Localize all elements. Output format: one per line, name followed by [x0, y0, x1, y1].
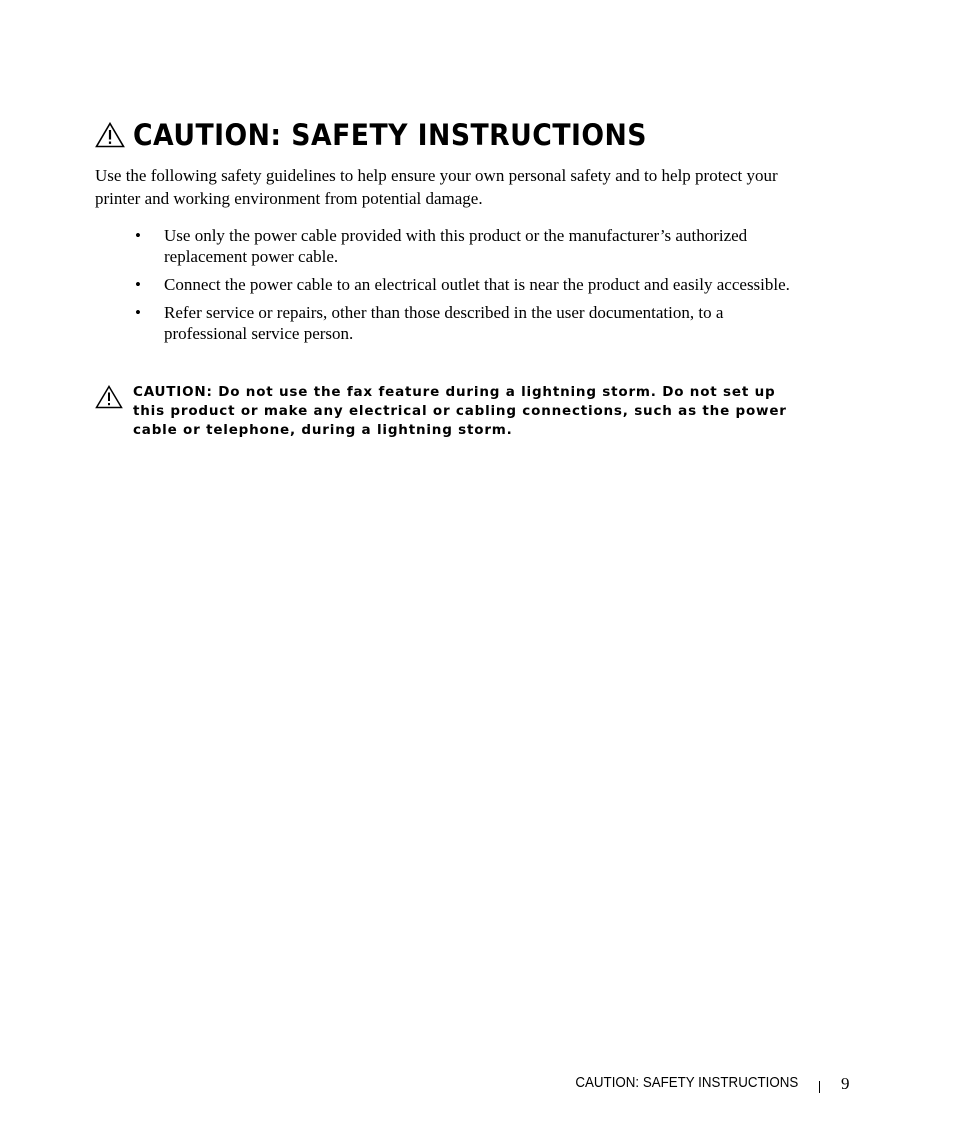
- list-item: [95, 302, 805, 344]
- list-item: [95, 225, 805, 267]
- warning-triangle-icon: [95, 385, 123, 409]
- warning-triangle-icon: [95, 122, 125, 148]
- list-item-text: Use only the power cable provided with this product or the manufacturer’s authorized replacement power cable.: [164, 226, 748, 266]
- bullet-mark: •: [135, 303, 141, 322]
- bullet-mark: •: [135, 226, 141, 245]
- list-item-text: Refer service or repairs, other than those described in the user documentation, to a professional service person.: [164, 303, 724, 343]
- page-title: CAUTION: SAFETY INSTRUCTIONS: [133, 118, 647, 152]
- intro-paragraph: Use the following safety guidelines to help ensure your own personal safety and to help protect your printer and working environment from potential damage.: [95, 166, 778, 208]
- list-item-text: Connect the power cable to an electrical outlet that is near the product and easily accessible.: [164, 275, 790, 294]
- footer-section-title: CAUTION: SAFETY INSTRUCTIONS: [575, 1075, 798, 1091]
- safety-guidelines-list: [95, 225, 805, 351]
- page-footer: [0, 1075, 954, 1097]
- list-item: [95, 274, 805, 295]
- bullet-mark: •: [135, 275, 141, 294]
- footer-divider: [819, 1081, 820, 1093]
- caution-note-text: CAUTION: Do not use the fax feature during a lightning storm. Do not set up this product or make any electrical or cabling connections, such as the power cable or telephone, during a lightning storm.: [133, 384, 787, 438]
- page-number: 9: [841, 1074, 850, 1093]
- caution-note: [95, 383, 795, 440]
- page-heading: [95, 118, 692, 152]
